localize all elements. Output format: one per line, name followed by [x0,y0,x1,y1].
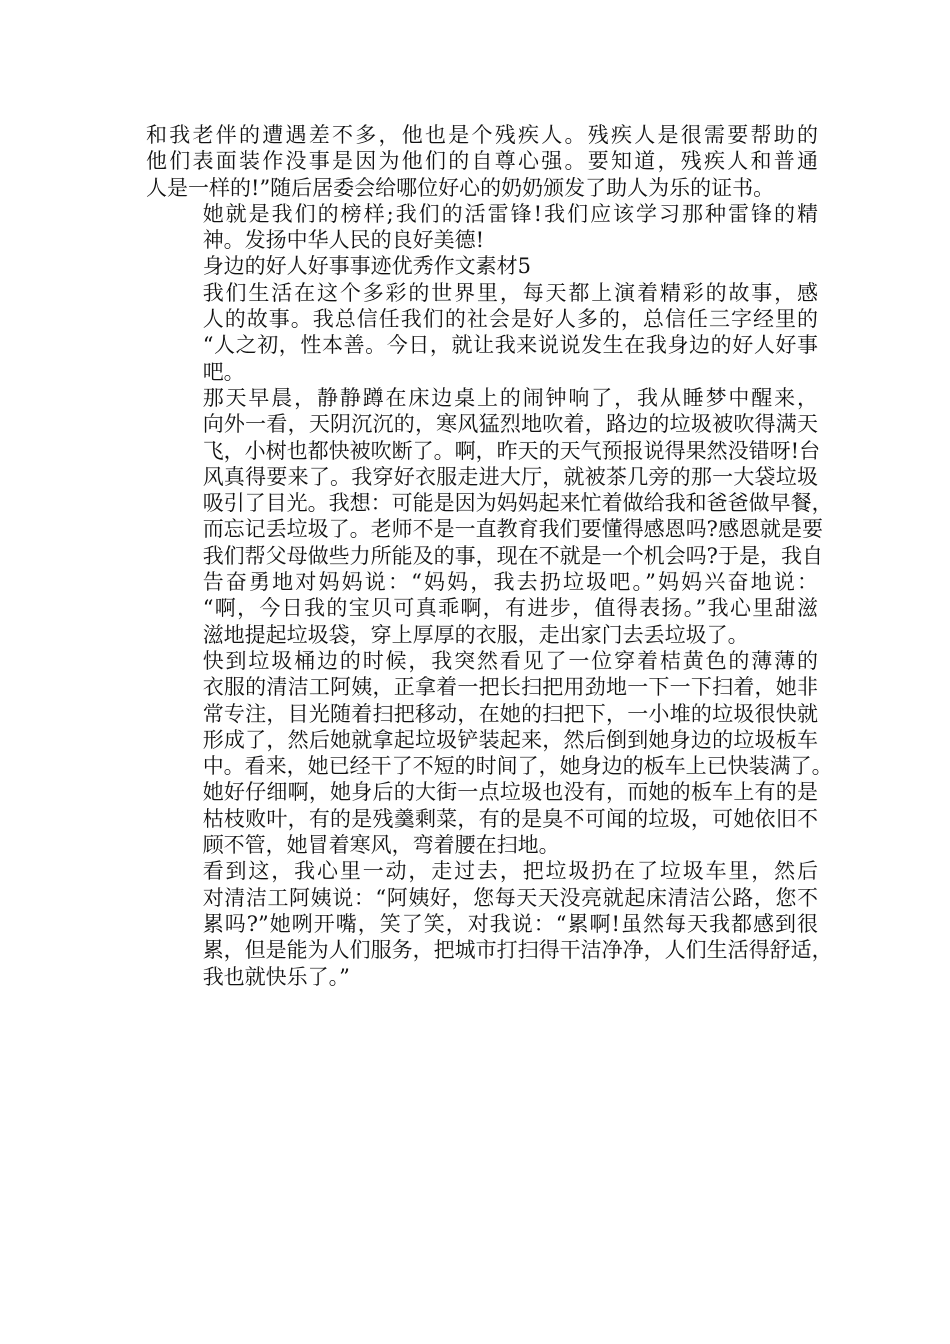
text-line: 人是一样的!”随后居委会给哪位好心的奶奶颁发了助人为乐的证书。 [146,175,775,200]
text-line: 快到垃圾桶边的时候，我突然看见了一位穿着桔黄色的薄薄的 [202,648,818,673]
text-line: 人的故事。我总信任我们的社会是好人多的，总信任三字经里的 [202,307,818,332]
text-line: 累吗?”她咧开嘴，笑了笑，对我说：“累啊!虽然每天我都感到很 [202,911,818,936]
text-line: 中。看来，她已经干了不短的时间了，她身边的板车上已快装满了。 [202,754,833,779]
text-line: 风真得要来了。我穿好衣服走进大厅，就被茶几旁的那一大袋垃圾 [202,464,818,489]
paragraph [146,858,833,989]
text-line: 向外一看，天阴沉沉的，寒风猛烈地吹着，路边的垃圾被吹得满天 [202,412,818,437]
text-line: 飞，小树也都快被吹断了。啊，昨天的天气预报说得果然没错呀!台 [202,438,821,463]
text-line: 枯枝败叶，有的是残羹剩菜，有的是臭不可闻的垃圾，可她依旧不 [202,806,818,831]
text-line: 滋地提起垃圾袋，穿上厚厚的衣服，走出家门去丢垃圾了。 [202,622,749,647]
text-line: 吧。 [202,359,245,384]
paragraph [146,201,818,254]
text-line: 顾不管，她冒着寒风，弯着腰在扫地。 [202,833,560,858]
text-line: 形成了，然后她就拿起垃圾铲装起来，然后倒到她身边的垃圾板车 [202,727,818,752]
text-line: 那天早晨，静静蹲在床边桌上的闹钟响了，我从睡梦中醒来， [202,385,818,410]
text-line: 我们生活在这个多彩的世界里，每天都上演着精彩的故事，感 [202,280,818,305]
paragraph [146,253,818,279]
text-line: 衣服的清洁工阿姨，正拿着一把长扫把用劲地一下一下扫着，她非 [202,675,818,700]
text-line: 她好仔细啊，她身后的大街一点垃圾也没有，而她的板车上有的是 [202,780,818,805]
text-line: 看到这，我心里一动，走过去，把垃圾扔在了垃圾车里，然后 [202,859,818,884]
text-line: “啊，今日我的宝贝可真乖啊，有进步，值得表扬。”我心里甜滋 [202,596,818,621]
text-line: “人之初，性本善。今日，就让我来说说发生在我身边的好人好事 [202,333,818,358]
paragraph [146,648,833,858]
text-line: 和我老伴的遭遇差不多，他也是个残疾人。残疾人是很需要帮助的 [146,123,818,147]
text-line: 她就是我们的榜样;我们的活雷锋!我们应该学习那种雷锋的精 [202,201,818,226]
text-line: 常专注，目光随着扫把移动，在她的扫把下，一小堆的垃圾很快就 [202,701,818,726]
text-line: 他们表面装作没事是因为他们的自尊心强。要知道，残疾人和普通 [146,149,818,174]
text-line: 告奋勇地对妈妈说：“妈妈，我去扔垃圾吧。”妈妈兴奋地说： [202,570,818,595]
document-page [146,122,833,990]
paragraph [146,385,833,648]
text-line: 神。发扬中华人民的良好美德! [202,228,485,253]
paragraph [146,280,818,385]
text-line: 我也就快乐了。” [202,964,350,989]
text-line: 我们帮父母做些力所能及的事，现在不就是一个机会吗?于是，我自 [202,543,823,568]
text-line: 对清洁工阿姨说：“阿姨好，您每天天没亮就起床清洁公路，您不 [202,885,818,910]
text-line: 而忘记丢垃圾了。老师不是一直教育我们要懂得感恩吗?感恩就是要 [202,517,823,542]
text-line: 吸引了目光。我想：可能是因为妈妈起来忙着做给我和爸爸做早餐， [202,491,833,516]
text-line: 累，但是能为人们服务，把城市打扫得干洁净净，人们生活得舒适， [202,938,833,963]
text-line: 身边的好人好事事迹优秀作文素材5 [202,254,532,279]
paragraph [146,122,818,201]
